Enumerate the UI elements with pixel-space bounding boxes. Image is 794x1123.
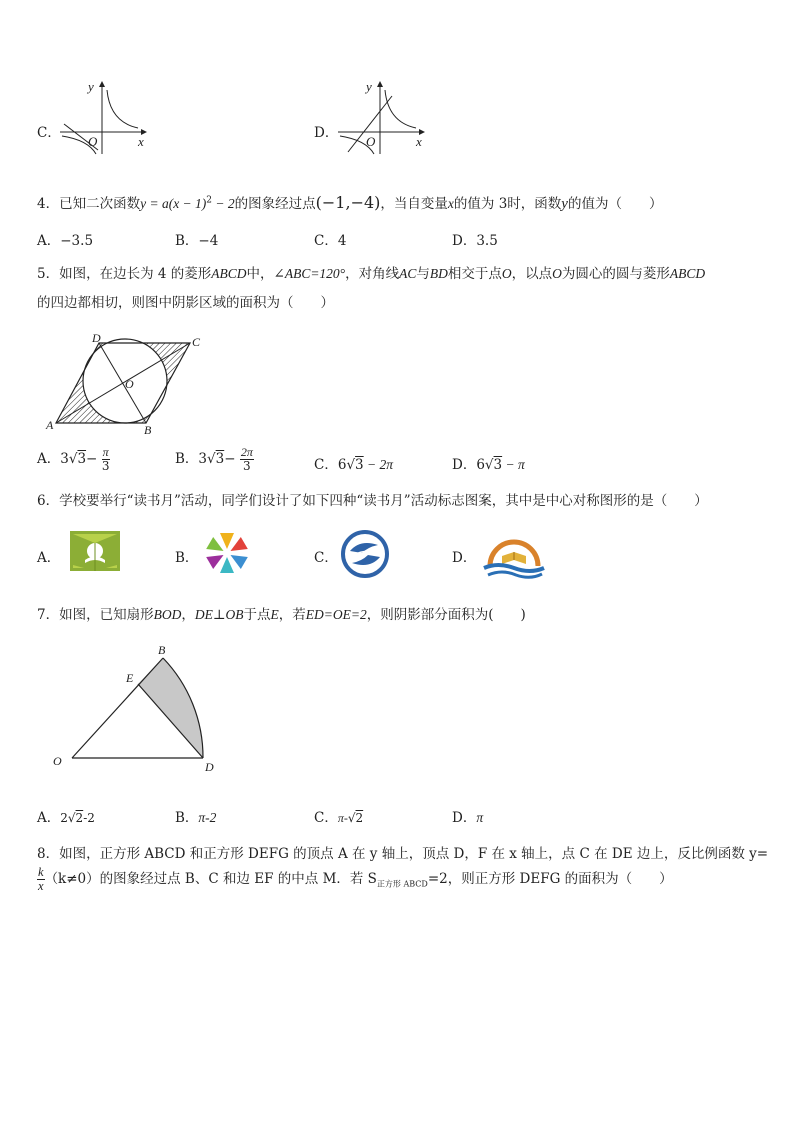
- book-sun-logo-icon[interactable]: [68, 527, 122, 573]
- svg-text:x: x: [416, 134, 422, 149]
- svg-text:y: y: [366, 79, 372, 94]
- q5-option-b[interactable]: B．3√3− $\frac{2\pi}{3}$: [175, 445, 253, 473]
- q6-option-a-label[interactable]: A．: [37, 550, 61, 566]
- q3-option-d-label[interactable]: D．: [314, 125, 339, 141]
- q7-stem: 7．如图，已知扇形BOD，DE⊥OB于点E，若ED=OE=2，则阴影部分面积为( ): [37, 607, 526, 623]
- q7-option-a[interactable]: A．2√2-2: [37, 810, 95, 826]
- q5-option-c[interactable]: C．6√3 − 2π: [314, 457, 394, 473]
- q6-option-b-label[interactable]: B．: [175, 550, 199, 566]
- svg-text:E: E: [126, 671, 134, 685]
- q5-option-d[interactable]: D．6√3 − π: [452, 457, 525, 473]
- q7-sector-figure: [48, 640, 228, 780]
- q8-stem-line1: 8．如图，正方形 ABCD 和正方形 DEFG 的顶点 A 在 y 轴上，顶点 D，F 在 x 轴上，点 C 在 DE 边上，反比例函数 y=: [37, 846, 769, 862]
- q4-option-c[interactable]: C．4: [314, 233, 347, 249]
- svg-text:O: O: [125, 377, 134, 391]
- q5-rhombus-figure: [42, 330, 212, 435]
- q4-stem: 4．已知二次函数$y = a(x - 1)^2 - 2$的图象经过点(−1,−4)，当自变量x的值为 3时，函数y的值为（ ）: [37, 193, 663, 212]
- svg-text:O: O: [366, 134, 376, 149]
- q5-stem-line1: 5．如图，在边长为 4 的菱形ABCD中，∠ABC=120°，对角线AC与BD相交于点O，以点O为圆心的圆与菱形ABCD: [37, 266, 706, 282]
- q8-stem-line2: $\frac{k}{x}$ （k≠0）的图象经过点 B、C 和边 EF 的中点 M．若 $S_{正方形 ABCD}=2$，则正方形 DEFG 的面积为（ ）: [38, 865, 673, 893]
- svg-text:B: B: [158, 643, 166, 657]
- q4-option-a[interactable]: A．−3.5: [37, 233, 94, 249]
- q7-option-d[interactable]: D．π: [452, 810, 484, 826]
- svg-text:O: O: [53, 754, 62, 768]
- q6-stem: 6．学校要举行“读书月”活动，同学们设计了如下四种“读书月”活动标志图案，其中是中心对称图形的是（ ）: [37, 493, 708, 509]
- q3-option-c-label[interactable]: C．: [37, 125, 61, 141]
- svg-text:C: C: [192, 335, 201, 349]
- q5-option-a[interactable]: A．3√3− $\frac{\pi}{3}$: [37, 445, 110, 473]
- q6-option-d-label[interactable]: D．: [452, 550, 477, 566]
- blue-circle-hands-icon[interactable]: [340, 529, 390, 579]
- q3-option-c-graph: [58, 76, 154, 156]
- axis-y-label: y: [88, 79, 94, 94]
- q4-option-b[interactable]: B．−4: [175, 233, 219, 249]
- q7-option-c[interactable]: C．π-√2: [314, 810, 364, 826]
- colorful-books-flower-icon[interactable]: [200, 528, 254, 578]
- q7-option-b[interactable]: B．π-2: [175, 810, 217, 826]
- q4-option-d[interactable]: D．3.5: [452, 233, 498, 249]
- book-wave-logo-icon[interactable]: [480, 532, 548, 580]
- svg-text:D: D: [205, 760, 214, 774]
- q3-option-d-graph: [336, 76, 432, 156]
- svg-text:D: D: [92, 331, 101, 345]
- origin-label: O: [88, 134, 98, 149]
- axis-x-label: x: [138, 134, 144, 149]
- q6-option-c-label[interactable]: C．: [314, 550, 338, 566]
- svg-text:B: B: [144, 423, 152, 435]
- svg-text:A: A: [46, 418, 54, 432]
- q5-stem-line2: 的四边都相切，则图中阴影区域的面积为（ ）: [37, 295, 334, 311]
